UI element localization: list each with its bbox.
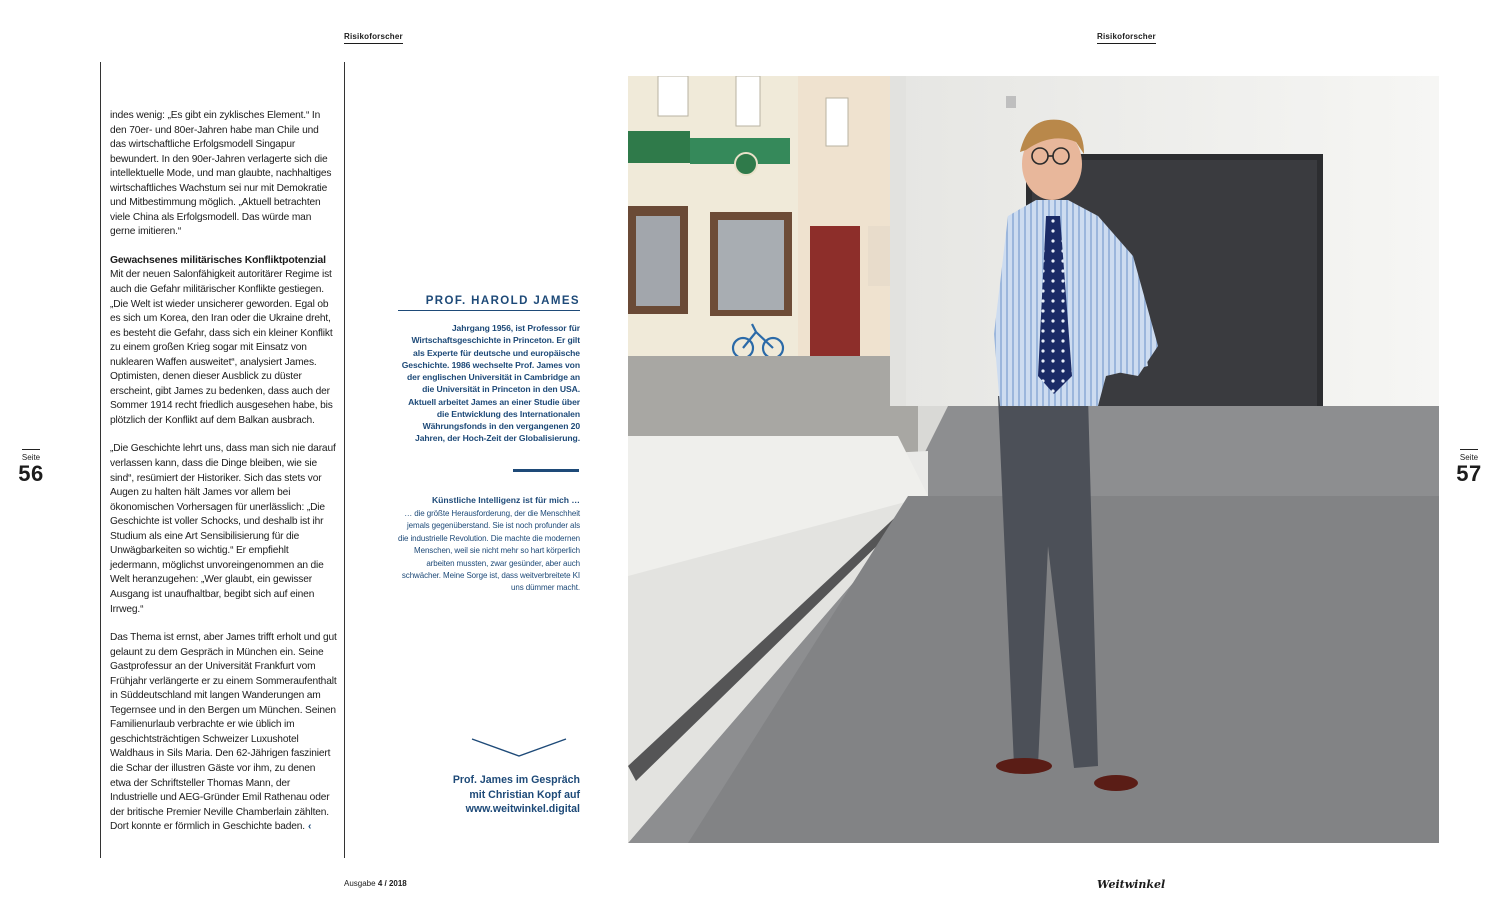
article-paragraph: indes wenig: „Es gibt ein zyklisches Element.“ In den 70er- und 80er-Jahren habe man Chile und das wirtschaftliche Erfolgsmodell Singapur bewundert. In den 90er-Jahren verlagerte sich die intellektuelle Mode, und man glaubte, nachhaltiges wirtschaftliches Wachstum sei nur mit Demokratie und Mitbestimmung möglich. „Aktuell betrachten viele China als Erfolgsmodell. Das würde man gerne imitieren.“: [110, 110, 332, 238]
article-column: [110, 109, 337, 849]
page-number-right: [1452, 449, 1486, 486]
page-number-value: 56: [18, 461, 44, 486]
ki-heading: Künstliche Intelligenz ist für mich …: [431, 495, 580, 505]
issue-label: Ausgabe: [344, 879, 376, 888]
cta-line: Prof. James im Gespräch: [452, 774, 580, 786]
accent-divider: [513, 469, 579, 472]
article-subhead: Gewachsenes militärisches Konfliktpotenzial: [110, 254, 326, 266]
page-word: Seite: [21, 453, 41, 462]
issue-info: [344, 879, 407, 888]
article-paragraph: [110, 631, 337, 835]
article-paragraph-text: Das Thema ist ernst, aber James trifft erholt und gut gelaunt zu dem Gespräch in München ein. Seine Gastprofessur an der Universität Frankfurt vom Frühjahr verlängerte er zu einem Sommeraufenthalt in Süddeutschland mit langen Wanderungen am Tegernsee und in den Bergen um München. Seinen Familienurlaub verbrachte er wie üblich im geschichtsträchtigen Schweizer Luxushotel Waldhaus in Sils Maria. Den 62-Jährigen fasziniert die Schar der illustren Gäste vor ihm, zu denen etwa der Schriftsteller Thomas Mann, der Industrielle und AEG-Gründer Emil Rathenau oder der britische Premier Neville Chamberlain zählten. Dort konnte er förmlich in Geschichte baden.: [110, 632, 337, 833]
page-number-rule: [1460, 449, 1478, 450]
brand-logo: Weitwinkel: [1097, 878, 1166, 891]
column-rule-right: [344, 62, 345, 858]
issue-number: 4 / 2018: [377, 879, 407, 888]
cta-line: mit Christian Kopf auf: [469, 788, 580, 801]
chevron-down-icon: [470, 737, 568, 759]
column-rule-left: [100, 62, 101, 858]
ki-quote: … die größte Herausforderung, der die Menschheit jemals gegenüberstand. Sie ist noch profunder als die industrielle Revolution. Die machte die modernen Menschen, weil sie nicht mehr so hart körperlich arbeiten mussten, zwar gesünder, aber auch schwächer. Meine Sorge ist, dass weitverbreitete KI uns dümmer macht.: [398, 509, 581, 593]
article-paragraph: „Die Geschichte lehrt uns, dass man sich nie darauf verlassen kann, dass die Dinge bleiben, wie sie sind“, resümiert der Historiker. Sich das stets vor Augen zu halten hält James vor allem bei ökonomischen Vorhersagen für unerlässlich: „Die Geschichte ist voller Schocks, und deshalb ist ihr Studium als eine Art Sensibilisierung für die Unwägbarkeiten so wichtig.“ Er empfiehlt jedermann, möglichst unvoreingenommen an die Welt heranzugehen: „Wer glaubt, ein gewisser Ausgang ist unaufhaltbar, begibt sich auf einen Irrweg.“: [110, 443, 336, 615]
section-label-right: Risikoforscher: [1097, 32, 1156, 44]
portrait-photo: [628, 76, 1439, 843]
page-number-value: 57: [1456, 461, 1482, 486]
profile-bio: Jahrgang 1956, ist Professor für Wirtschaftsgeschichte in Princeton. Er gilt als Experte für deutsche und europäische Geschichte. 1986 wechselte Prof. James von der englischen Universität in Cambridge an die Universität in Princeton in den USA. Aktuell arbeitet James an einer Studie über die Entwicklung des Internationalen Währungsfonds in den vergangenen 20 Jahren, der Hoch-Zeit der Globalisierung.: [401, 323, 580, 444]
end-mark-icon: ‹: [308, 821, 312, 833]
section-label-left: Risikoforscher: [344, 32, 403, 44]
portrait-illustration: [628, 76, 1439, 843]
page-number-rule: [22, 449, 40, 450]
cta-url: www.weitwinkel.digital: [465, 803, 580, 816]
profile-name: PROF. HAROLD JAMES: [398, 295, 580, 311]
page-number-left: [14, 449, 48, 486]
page-word: Seite: [1459, 453, 1479, 462]
interview-link[interactable]: [398, 773, 580, 817]
article-paragraph: Mit der neuen Salonfähigkeit autoritärer Regime ist auch die Gefahr militärischer Konflikte gestiegen. „Die Welt ist wieder unsicherer geworden. Egal ob es sich um Korea, den Iran oder die Ukraine dreht, es besteht die Gefahr, dass sich ein kleiner Konflikt zu einem großen Krieg sogar mit Einsatz von nuklearen Waffen ausweitet“, analysiert James. Optimisten, denen dieser Ausblick zu düster erscheint, gibt James zu bedenken, dass auch der Sommer 1914 recht friedlich ausgesehen habe, bis plötzlich der Konflikt auf dem Balkan ausbrach.: [110, 269, 333, 426]
